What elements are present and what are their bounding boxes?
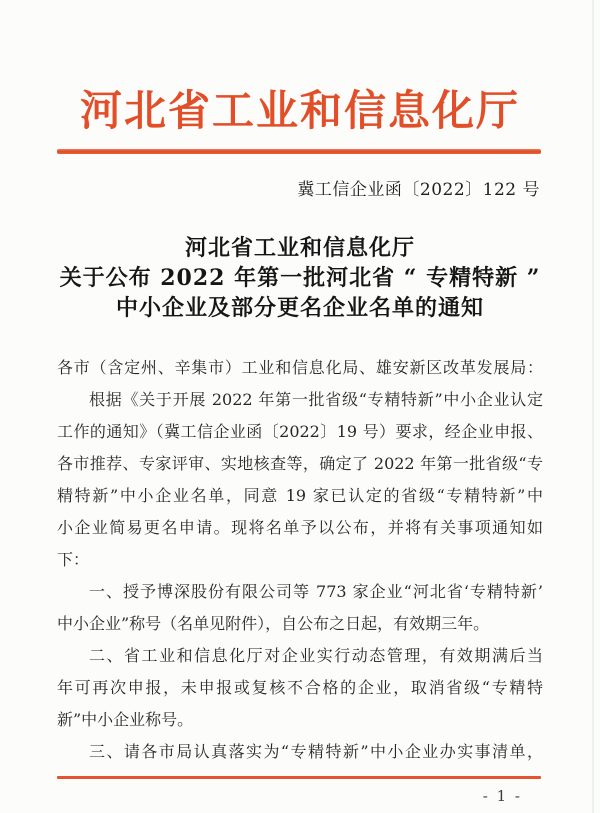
body-line: 各市推荐、专家评审、实地核查等，确定了 2022 年第一批省级“专: [57, 454, 543, 473]
scan-edge-artifact: [592, 0, 594, 813]
body-line: 二、省工业和信息化厅对企业实行动态管理，有效期满后当: [89, 646, 543, 665]
body-line: 年可再次申报，未申报或复核不合格的企业，取消省级“专精特: [57, 678, 543, 697]
body-line: 精特新”中小企业名单，同意 19 家已认定的省级“专精特新”中: [57, 486, 543, 505]
notice-title-line: 中小企业及部分更名企业名单的通知: [115, 295, 484, 321]
notice-title: [0, 233, 600, 323]
body-line: 小企业简易更名申请。现将名单予以公布，并将有关事项通知如: [57, 518, 543, 537]
page-number: - 1 -: [482, 787, 522, 805]
letterhead-agency-name: 河北省工业和信息化厅: [79, 86, 520, 135]
body-line: 根据《关于开展 2022 年第一批省级“专精特新”中小企业认定: [89, 390, 543, 409]
body-text: [57, 352, 543, 768]
body-line: 新”中小企业称号。: [57, 710, 194, 729]
document-number: 冀工信企业函〔2022〕122 号: [297, 180, 540, 200]
notice-title-line: 河北省工业和信息化厅: [184, 235, 415, 261]
footer-rule: [57, 776, 541, 779]
body-line: 一、授予博深股份有限公司等 773 家企业“河北省‘专精特新’: [89, 582, 543, 601]
notice-title-line: 关于公布 2022 年第一批河北省 “ 专精特新 ”: [59, 265, 541, 291]
body-line: 中小企业”称号（名单见附件），自公布之日起，有效期三年。: [57, 614, 490, 633]
body-line: 各市（含定州、辛集市）工业和信息化局、雄安新区改革发展局：: [57, 358, 543, 377]
body-line: 工作的通知》（冀工信企业函〔2022〕19 号）要求，经企业申报、: [57, 422, 543, 441]
letterhead-rule: [57, 149, 541, 154]
body-line: 下：: [57, 550, 90, 569]
body-line: 三、请各市局认真落实为“专精特新”中小企业办实事清单，: [89, 742, 543, 761]
